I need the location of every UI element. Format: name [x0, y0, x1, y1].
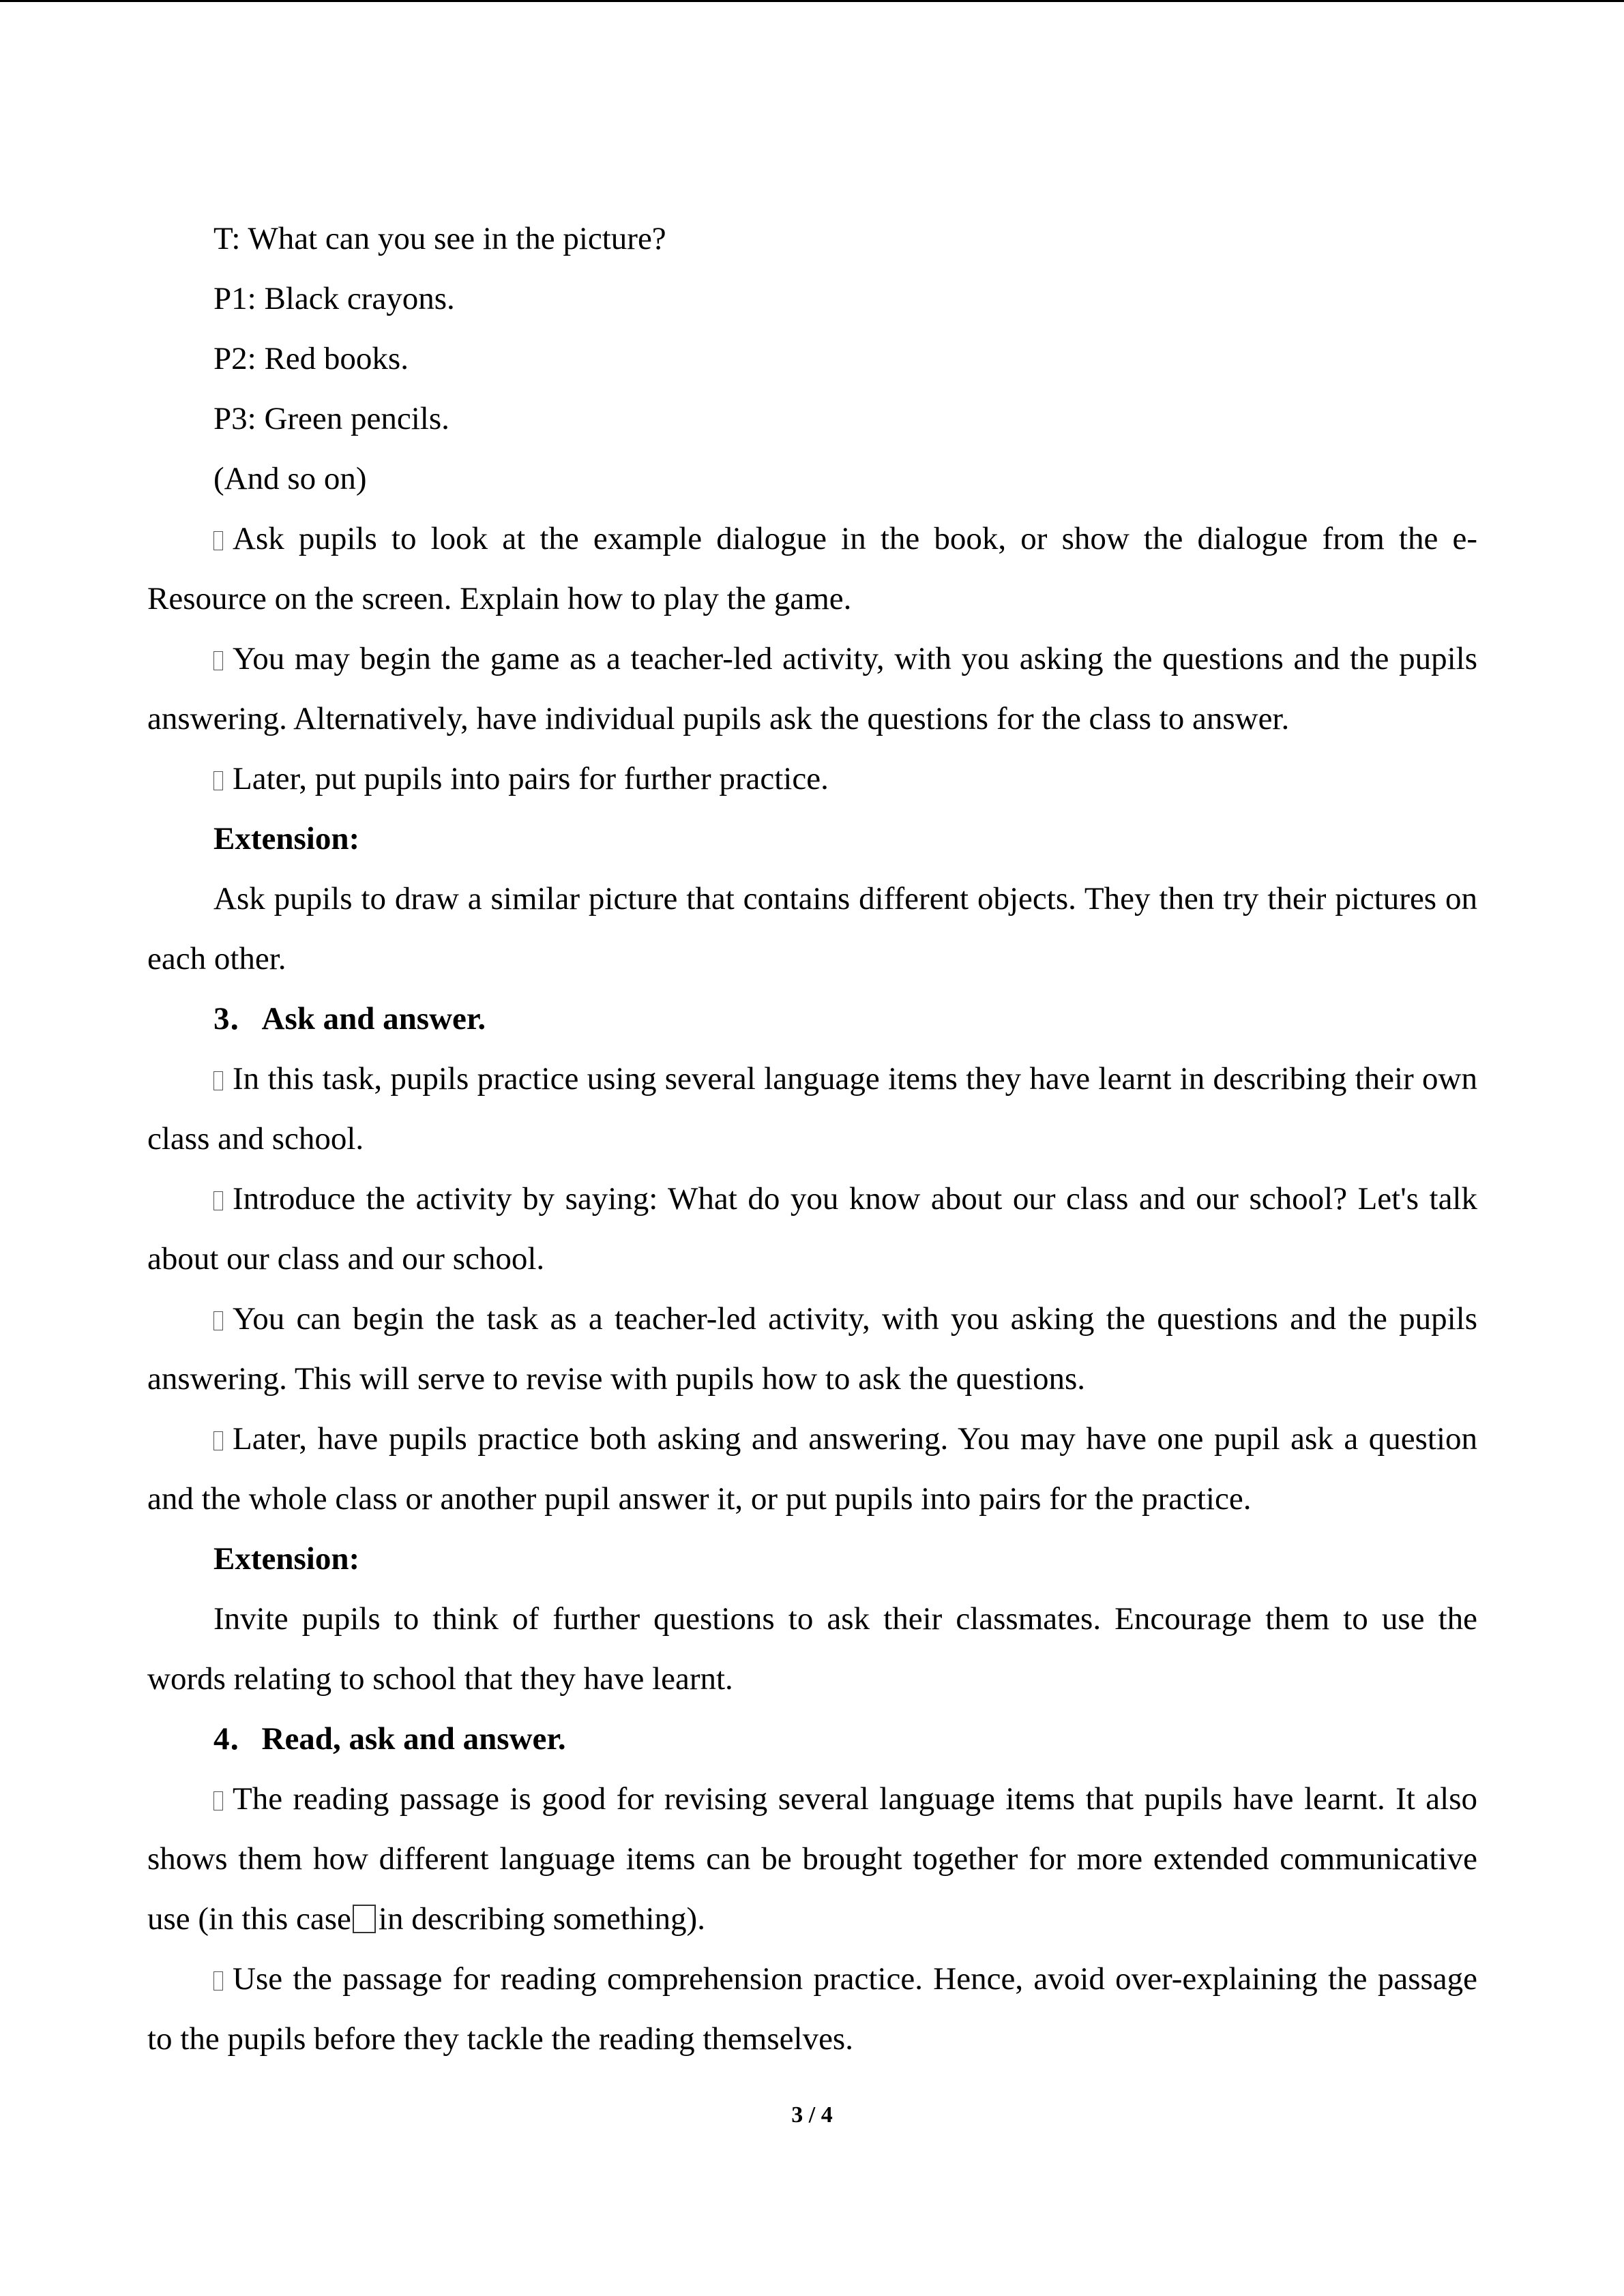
dialogue-line-p2: P2: Red books. — [213, 341, 409, 376]
section3-bullet-2: Introduce the activity by saying: What do you know about our class and our school? Let's talk about our class and our school. — [147, 1181, 1477, 1277]
section2-extension-text: Ask pupils to draw a similar picture that contains different objects. They then try their pictures on each other. — [147, 881, 1477, 976]
section2-bullet-1: Ask pupils to look at the example dialogue in the book, or show the dialogue from the e-Resource on the screen. Explain how to play the game. — [147, 521, 1477, 616]
section3-extension-text: Invite pupils to think of further questions to ask their classmates. Encourage them to use the words relating to school that they have learnt. — [147, 1601, 1477, 1697]
bullet-icon — [213, 771, 223, 790]
bullet-icon — [213, 1791, 223, 1810]
dialogue-line-etc: (And so on) — [213, 461, 367, 496]
dialogue-line-p1: P1: Black crayons. — [213, 281, 455, 316]
bullet-icon — [213, 1971, 223, 1991]
bullet-icon — [213, 1071, 223, 1090]
dialogue-line-p3: P3: Green pencils. — [213, 401, 449, 436]
section3-bullet-4: Later, have pupils practice both asking and answering. You may have one pupil ask a question and the whole class or another pupil answer it, or put pupils into pairs for the practice. — [147, 1421, 1477, 1517]
section2-bullet-3: Later, put pupils into pairs for further practice. — [147, 749, 1477, 809]
document-body — [147, 209, 1477, 2069]
section3-bullet-1: In this task, pupils practice using several language items they have learnt in describing their own class and school. — [147, 1061, 1477, 1157]
page-number: 3 / 4 — [791, 2102, 833, 2128]
page-top-border — [0, 0, 1624, 2]
bullet-icon — [213, 531, 223, 550]
dialogue-line-teacher: T: What can you see in the picture? — [213, 221, 666, 256]
section4-bullet-2: Use the passage for reading comprehension practice. Hence, avoid over-explaining the passage to the pupils before they tackle the reading themselves. — [147, 1961, 1477, 2057]
section3-bullet-3: You can begin the task as a teacher-led activity, with you asking the questions and the pupils answering. This will serve to revise with pupils how to ask the questions. — [147, 1301, 1477, 1397]
missing-glyph-box — [353, 1905, 376, 1933]
section4-heading: 4．Read, ask and answer. — [213, 1721, 566, 1757]
section2-extension-heading: Extension: — [213, 821, 360, 856]
bullet-icon — [213, 1431, 223, 1450]
section2-bullet-2: You may begin the game as a teacher-led activity, with you asking the questions and the pupils answering. Alternatively, have individual pupils ask the questions for the class to answer. — [147, 641, 1477, 736]
bullet-icon — [213, 651, 223, 670]
bullet-icon — [213, 1191, 223, 1210]
section4-bullet-1: The reading passage is good for revising several language items that pupils have learnt. It also shows them how different language items can be brought together for more extended communicative use (in this case in describing something). — [147, 1781, 1477, 1937]
section3-extension-heading: Extension: — [213, 1541, 360, 1577]
section3-heading: 3．Ask and answer. — [213, 1001, 486, 1037]
bullet-icon — [213, 1311, 223, 1330]
